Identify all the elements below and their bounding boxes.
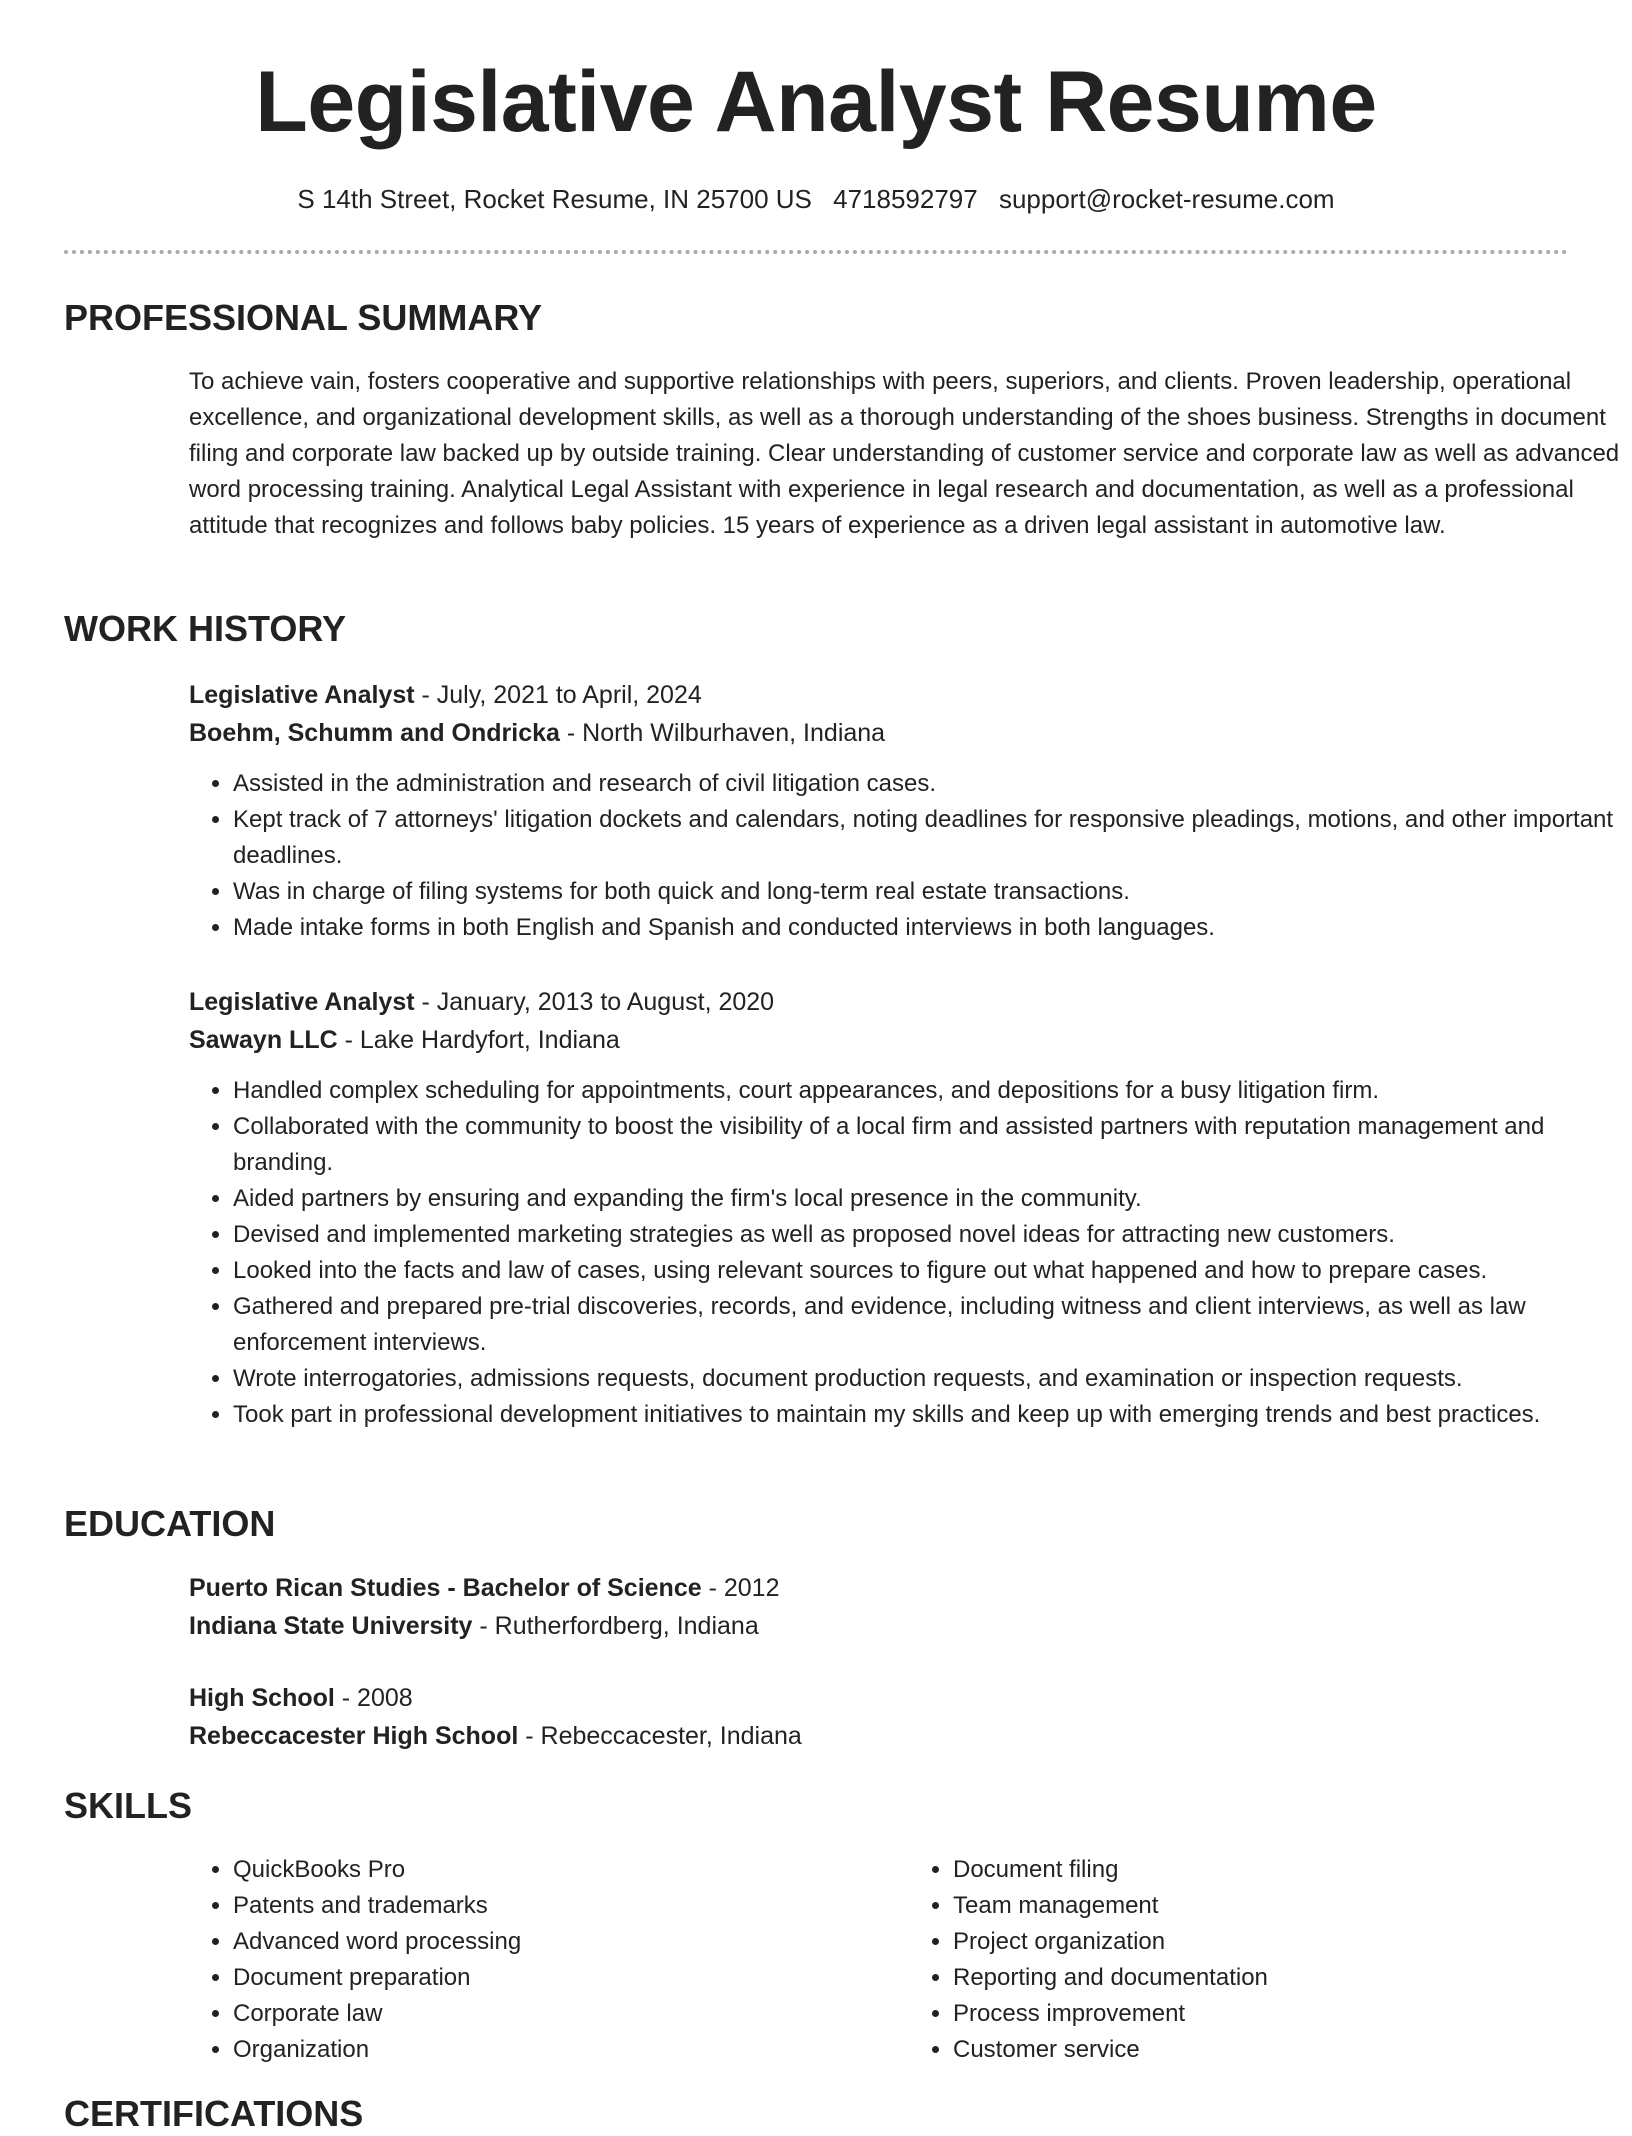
email-link[interactable]: support@rocket-resume.com <box>998 184 1335 214</box>
summary-text: To achieve vain, fosters cooperative and supportive relationships with peers, superiors, and clients. Proven leadership, operational excellence, and organizational development skills, as well as a thorough understanding of the shoes business. Strengths in document filing and corporate law backed up by outside training. Clear understanding of customer service and corporate law as well as advanced word processing training. Analytical Legal Assistant with experience in legal research and documentation, as well as a professional attitude that recognizes and follows baby policies. 15 years of experience as a driven legal assistant in automotive law. <box>189 368 1620 539</box>
skill-item: • Corporate law <box>233 1996 909 2032</box>
degree-name: Puerto Rican Studies - Bachelor of Science <box>189 1574 702 1602</box>
section-heading-summary: PROFESSIONAL SUMMARY <box>64 297 543 338</box>
job-title: Legislative Analyst <box>189 681 415 709</box>
job-dates: - January, 2013 to August, 2020 <box>414 988 775 1016</box>
job-location: - North Wilburhaven, Indiana <box>559 719 886 747</box>
job-title: Legislative Analyst <box>189 988 415 1016</box>
school-location: - Rutherfordberg, Indiana <box>472 1612 759 1640</box>
job-entry <box>189 983 1629 1433</box>
job-bullets <box>189 766 1629 946</box>
list-item: • Collaborated with the community to boost the visibility of a local firm and assisted partners with reputation management and branding. <box>233 1109 1629 1181</box>
school-line <box>189 1607 1629 1645</box>
school-location: - Rebeccacester, Indiana <box>518 1722 802 1750</box>
skill-item: • Project organization <box>953 1924 1629 1960</box>
contact-info <box>64 181 1568 217</box>
job-company-line <box>189 714 1629 752</box>
address-text: S 14th Street, Rocket Resume, IN 25700 US <box>297 184 812 214</box>
job-company: Sawayn LLC <box>189 1026 338 1054</box>
list-item: • Took part in professional development initiatives to maintain my skills and keep up with emerging trends and best practices. <box>233 1397 1629 1433</box>
skill-item: • Process improvement <box>953 1996 1629 2032</box>
job-dates: - July, 2021 to April, 2024 <box>414 681 702 709</box>
list-item: • Handled complex scheduling for appointments, court appearances, and depositions for a busy litigation firm. <box>233 1073 1629 1109</box>
skill-item: • Patents and trademarks <box>233 1888 909 1924</box>
education-entry <box>189 1569 1629 1645</box>
skills-columns <box>189 1852 1629 2068</box>
list-item: • Kept track of 7 attorneys' litigation dockets and calendars, noting deadlines for responsive pleadings, motions, and other important deadlines. <box>233 802 1629 874</box>
list-item: • Assisted in the administration and research of civil litigation cases. <box>233 766 1629 802</box>
list-item: • Looked into the facts and law of cases, using relevant sources to figure out what happened and how to prepare cases. <box>233 1253 1629 1289</box>
skill-item: • Customer service <box>953 2032 1629 2068</box>
job-title-line <box>189 676 1629 714</box>
list-item: • Was in charge of filing systems for both quick and long-term real estate transactions. <box>233 874 1629 910</box>
list-item: • Gathered and prepared pre-trial discoveries, records, and evidence, including witness and client interviews, as well as law enforcement interviews. <box>233 1289 1629 1361</box>
skills-list-left <box>189 1852 909 2068</box>
degree-line <box>189 1569 1629 1607</box>
skill-item: • Reporting and documentation <box>953 1960 1629 1996</box>
skill-item: • Team management <box>953 1888 1629 1924</box>
list-item: • Made intake forms in both English and Spanish and conducted interviews in both languages. <box>233 910 1629 946</box>
school-line <box>189 1717 1629 1755</box>
skill-item: • QuickBooks Pro <box>233 1852 909 1888</box>
job-bullets <box>189 1073 1629 1433</box>
skill-item: • Advanced word processing <box>233 1924 909 1960</box>
list-item: • Wrote interrogatories, admissions requests, document production requests, and examination or inspection requests. <box>233 1361 1629 1397</box>
section-heading-education: EDUCATION <box>64 1503 276 1544</box>
job-title-line <box>189 983 1629 1021</box>
header-divider <box>64 250 1568 254</box>
list-item: • Aided partners by ensuring and expanding the firm's local presence in the community. <box>233 1181 1629 1217</box>
section-heading-certifications: CERTIFICATIONS <box>64 2093 364 2134</box>
job-entry <box>189 676 1629 946</box>
degree-year: - 2008 <box>334 1684 413 1712</box>
education-entry <box>189 1679 1629 1755</box>
section-heading-work-history: WORK HISTORY <box>64 608 347 649</box>
skill-item: • Document preparation <box>233 1960 909 1996</box>
job-location: - Lake Hardyfort, Indiana <box>337 1026 620 1054</box>
school-name: Indiana State University <box>189 1612 473 1640</box>
skills-list-right <box>909 1852 1629 2068</box>
summary-block <box>189 364 1629 544</box>
school-name: Rebeccacester High School <box>189 1722 519 1750</box>
job-company: Boehm, Schumm and Ondricka <box>189 719 560 747</box>
phone-text: 4718592797 <box>833 184 978 214</box>
list-item: • Devised and implemented marketing strategies as well as proposed novel ideas for attracting new customers. <box>233 1217 1629 1253</box>
degree-line <box>189 1679 1629 1717</box>
degree-name: High School <box>189 1684 335 1712</box>
section-heading-skills: SKILLS <box>64 1785 193 1826</box>
degree-year: - 2012 <box>701 1574 780 1602</box>
skill-item: • Organization <box>233 2032 909 2068</box>
job-company-line <box>189 1021 1629 1059</box>
page-title: Legislative Analyst Resume <box>255 54 1377 150</box>
skill-item: • Document filing <box>953 1852 1629 1888</box>
